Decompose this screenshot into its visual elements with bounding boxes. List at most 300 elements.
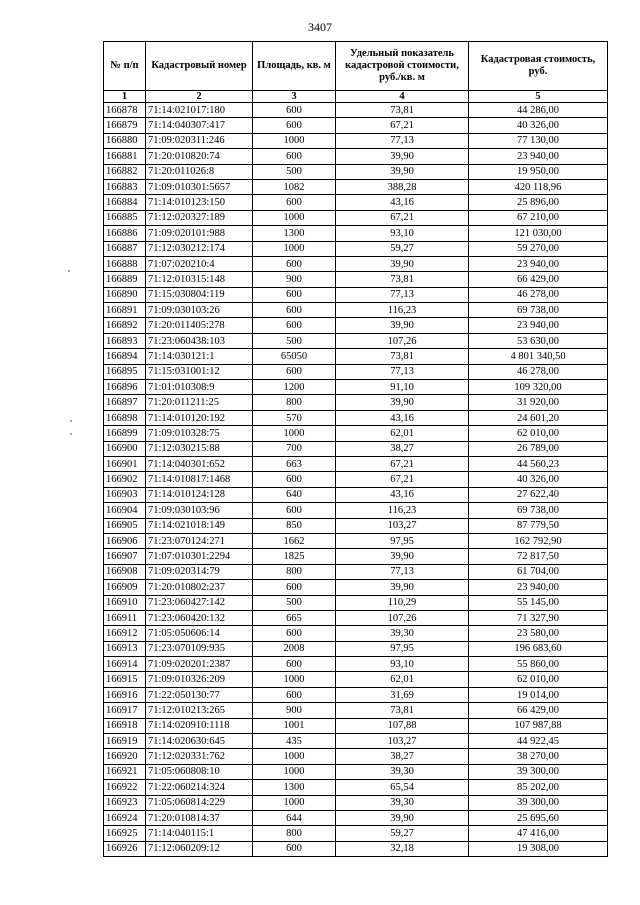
unit-rate-cell: 39,90 [336, 810, 469, 825]
unit-rate-cell: 116,23 [336, 503, 469, 518]
unit-rate-cell: 103,27 [336, 518, 469, 533]
cadastral-number-cell: 71:09:010328:75 [146, 426, 253, 441]
table-row [104, 333, 608, 348]
row-number-cell: 166921 [104, 764, 146, 779]
unit-rate-cell: 73,81 [336, 103, 469, 118]
row-number-cell: 166908 [104, 564, 146, 579]
column-number: 5 [469, 91, 608, 103]
table-row [104, 287, 608, 302]
cadastral-number-cell: 71:20:011026:8 [146, 164, 253, 179]
cadastral-number-cell: 71:20:011405:278 [146, 318, 253, 333]
table-row [104, 826, 608, 841]
area-cell: 800 [253, 564, 336, 579]
table-row [104, 226, 608, 241]
cadastral-value-cell: 38 270,00 [469, 749, 608, 764]
area-cell: 65050 [253, 349, 336, 364]
cadastral-number-cell: 71:14:040115:1 [146, 826, 253, 841]
cadastral-value-cell: 39 300,00 [469, 795, 608, 810]
column-number: 1 [104, 91, 146, 103]
cadastral-value-table [103, 41, 608, 857]
table-row [104, 518, 608, 533]
unit-rate-cell: 43,16 [336, 195, 469, 210]
row-number-cell: 166918 [104, 718, 146, 733]
area-cell: 1082 [253, 179, 336, 194]
cadastral-number-cell: 71:09:030103:26 [146, 303, 253, 318]
row-number-cell: 166887 [104, 241, 146, 256]
unit-rate-cell: 39,90 [336, 149, 469, 164]
cadastral-number-cell: 71:22:060214:324 [146, 780, 253, 795]
unit-rate-cell: 388,28 [336, 179, 469, 194]
area-cell: 1001 [253, 718, 336, 733]
cadastral-value-cell: 23 940,00 [469, 149, 608, 164]
area-cell: 600 [253, 687, 336, 702]
cadastral-number-cell: 71:12:010213:265 [146, 703, 253, 718]
row-number-cell: 166886 [104, 226, 146, 241]
table-row [104, 456, 608, 471]
area-cell: 570 [253, 410, 336, 425]
unit-rate-cell: 77,13 [336, 364, 469, 379]
table-row [104, 395, 608, 410]
cadastral-value-cell: 420 118,96 [469, 179, 608, 194]
table-row [104, 472, 608, 487]
table-row [104, 610, 608, 625]
area-cell: 1825 [253, 549, 336, 564]
unit-rate-cell: 39,30 [336, 795, 469, 810]
area-cell: 1000 [253, 426, 336, 441]
table-row [104, 841, 608, 856]
cadastral-value-cell: 109 320,00 [469, 380, 608, 395]
cadastral-number-cell: 71:09:020101:988 [146, 226, 253, 241]
area-cell: 435 [253, 734, 336, 749]
row-number-cell: 166878 [104, 103, 146, 118]
cadastral-value-cell: 66 429,00 [469, 703, 608, 718]
area-cell: 1300 [253, 226, 336, 241]
header-row-number: № п/п [104, 42, 146, 91]
cadastral-value-cell: 69 738,00 [469, 303, 608, 318]
cadastral-number-cell: 71:14:030121:1 [146, 349, 253, 364]
unit-rate-cell: 67,21 [336, 210, 469, 225]
cadastral-value-cell: 40 326,00 [469, 118, 608, 133]
table-row [104, 410, 608, 425]
cadastral-number-cell: 71:23:060420:132 [146, 610, 253, 625]
row-number-cell: 166920 [104, 749, 146, 764]
table-row [104, 795, 608, 810]
cadastral-value-cell: 62 010,00 [469, 672, 608, 687]
table-row [104, 256, 608, 271]
column-number: 2 [146, 91, 253, 103]
cadastral-number-cell: 71:20:010814:37 [146, 810, 253, 825]
cadastral-number-cell: 71:22:050130:77 [146, 687, 253, 702]
area-cell: 1000 [253, 795, 336, 810]
cadastral-value-cell: 24 601,20 [469, 410, 608, 425]
unit-rate-cell: 107,88 [336, 718, 469, 733]
cadastral-number-cell: 71:14:040307:417 [146, 118, 253, 133]
area-cell: 600 [253, 580, 336, 595]
table-row [104, 564, 608, 579]
table-row [104, 441, 608, 456]
unit-rate-cell: 73,81 [336, 703, 469, 718]
unit-rate-cell: 110,29 [336, 595, 469, 610]
unit-rate-cell: 93,10 [336, 657, 469, 672]
unit-rate-cell: 38,27 [336, 749, 469, 764]
unit-rate-cell: 59,27 [336, 826, 469, 841]
table-row [104, 749, 608, 764]
row-number-cell: 166913 [104, 641, 146, 656]
area-cell: 600 [253, 195, 336, 210]
area-cell: 663 [253, 456, 336, 471]
area-cell: 600 [253, 118, 336, 133]
area-cell: 800 [253, 826, 336, 841]
table-row [104, 487, 608, 502]
area-cell: 700 [253, 441, 336, 456]
cadastral-number-cell: 71:14:010120:192 [146, 410, 253, 425]
area-cell: 1000 [253, 672, 336, 687]
row-number-cell: 166905 [104, 518, 146, 533]
area-cell: 1200 [253, 380, 336, 395]
area-cell: 600 [253, 149, 336, 164]
row-number-cell: 166890 [104, 287, 146, 302]
row-number-cell: 166903 [104, 487, 146, 502]
row-number-cell: 166888 [104, 256, 146, 271]
cadastral-value-cell: 23 940,00 [469, 318, 608, 333]
row-number-cell: 166881 [104, 149, 146, 164]
table-row [104, 503, 608, 518]
cadastral-value-cell: 62 010,00 [469, 426, 608, 441]
row-number-cell: 166893 [104, 333, 146, 348]
unit-rate-cell: 39,90 [336, 580, 469, 595]
unit-rate-cell: 77,13 [336, 133, 469, 148]
cadastral-value-cell: 66 429,00 [469, 272, 608, 287]
row-number-cell: 166897 [104, 395, 146, 410]
row-number-cell: 166879 [104, 118, 146, 133]
table-row [104, 380, 608, 395]
row-number-cell: 166898 [104, 410, 146, 425]
unit-rate-cell: 103,27 [336, 734, 469, 749]
header-cadastral-number: Кадастровый номер [146, 42, 253, 91]
scan-speck [68, 270, 70, 272]
column-number: 4 [336, 91, 469, 103]
unit-rate-cell: 59,27 [336, 241, 469, 256]
unit-rate-cell: 116,23 [336, 303, 469, 318]
row-number-cell: 166909 [104, 580, 146, 595]
cadastral-number-cell: 71:14:021018:149 [146, 518, 253, 533]
cadastral-value-cell: 55 860,00 [469, 657, 608, 672]
header-cadastral-value: Кадастровая стоимость, руб. [469, 42, 608, 91]
area-cell: 600 [253, 841, 336, 856]
scan-speck [70, 433, 72, 435]
cadastral-number-cell: 71:12:060209:12 [146, 841, 253, 856]
cadastral-number-cell: 71:14:020910:1118 [146, 718, 253, 733]
row-number-cell: 166914 [104, 657, 146, 672]
area-cell: 600 [253, 103, 336, 118]
unit-rate-cell: 65,54 [336, 780, 469, 795]
cadastral-value-cell: 25 695,60 [469, 810, 608, 825]
row-number-cell: 166882 [104, 164, 146, 179]
cadastral-number-cell: 71:14:021017:180 [146, 103, 253, 118]
cadastral-number-cell: 71:05:050606:14 [146, 626, 253, 641]
cadastral-value-cell: 55 145,00 [469, 595, 608, 610]
cadastral-value-cell: 85 202,00 [469, 780, 608, 795]
table-row [104, 672, 608, 687]
area-cell: 600 [253, 503, 336, 518]
unit-rate-cell: 62,01 [336, 426, 469, 441]
cadastral-value-cell: 40 326,00 [469, 472, 608, 487]
unit-rate-cell: 39,30 [336, 626, 469, 641]
table-row [104, 595, 608, 610]
table-row [104, 349, 608, 364]
unit-rate-cell: 67,21 [336, 118, 469, 133]
scan-speck [70, 420, 72, 422]
unit-rate-cell: 39,90 [336, 549, 469, 564]
cadastral-value-cell: 39 300,00 [469, 764, 608, 779]
area-cell: 500 [253, 595, 336, 610]
table-row [104, 118, 608, 133]
area-cell: 640 [253, 487, 336, 502]
table-row [104, 303, 608, 318]
area-cell: 900 [253, 272, 336, 287]
cadastral-value-cell: 46 278,00 [469, 287, 608, 302]
cadastral-number-cell: 71:23:070124:271 [146, 533, 253, 548]
cadastral-value-cell: 72 817,50 [469, 549, 608, 564]
row-number-cell: 166885 [104, 210, 146, 225]
cadastral-number-cell: 71:05:060808:10 [146, 764, 253, 779]
row-number-cell: 166922 [104, 780, 146, 795]
area-cell: 600 [253, 657, 336, 672]
cadastral-number-cell: 71:23:070109:935 [146, 641, 253, 656]
cadastral-number-cell: 71:12:010315:148 [146, 272, 253, 287]
cadastral-value-cell: 107 987,88 [469, 718, 608, 733]
cadastral-value-cell: 121 030,00 [469, 226, 608, 241]
unit-rate-cell: 39,30 [336, 764, 469, 779]
table-row [104, 179, 608, 194]
area-cell: 600 [253, 318, 336, 333]
table-row [104, 703, 608, 718]
table-row [104, 687, 608, 702]
cadastral-number-cell: 71:20:011211:25 [146, 395, 253, 410]
unit-rate-cell: 32,18 [336, 841, 469, 856]
column-number-row [104, 91, 608, 103]
cadastral-value-cell: 59 270,00 [469, 241, 608, 256]
table-row [104, 580, 608, 595]
cadastral-number-cell: 71:20:010802:237 [146, 580, 253, 595]
cadastral-value-cell: 87 779,50 [469, 518, 608, 533]
unit-rate-cell: 73,81 [336, 272, 469, 287]
unit-rate-cell: 107,26 [336, 333, 469, 348]
cadastral-number-cell: 71:09:010326:209 [146, 672, 253, 687]
cadastral-value-cell: 44 560,23 [469, 456, 608, 471]
area-cell: 500 [253, 164, 336, 179]
cadastral-number-cell: 71:23:060438:103 [146, 333, 253, 348]
table-row [104, 641, 608, 656]
cadastral-value-cell: 26 789,00 [469, 441, 608, 456]
cadastral-value-cell: 44 922,45 [469, 734, 608, 749]
cadastral-value-cell: 162 792,90 [469, 533, 608, 548]
cadastral-value-cell: 44 286,00 [469, 103, 608, 118]
cadastral-value-cell: 4 801 340,50 [469, 349, 608, 364]
table-row [104, 764, 608, 779]
row-number-cell: 166902 [104, 472, 146, 487]
column-number: 3 [253, 91, 336, 103]
cadastral-number-cell: 71:14:020630:645 [146, 734, 253, 749]
row-number-cell: 166896 [104, 380, 146, 395]
cadastral-number-cell: 71:09:030103:96 [146, 503, 253, 518]
area-cell: 1000 [253, 749, 336, 764]
row-number-cell: 166904 [104, 503, 146, 518]
cadastral-number-cell: 71:15:030804:119 [146, 287, 253, 302]
area-cell: 1000 [253, 133, 336, 148]
cadastral-number-cell: 71:07:010301:2294 [146, 549, 253, 564]
cadastral-number-cell: 71:14:010123:150 [146, 195, 253, 210]
cadastral-value-cell: 47 416,00 [469, 826, 608, 841]
area-cell: 1000 [253, 241, 336, 256]
area-cell: 600 [253, 287, 336, 302]
header-area: Площадь, кв. м [253, 42, 336, 91]
row-number-cell: 166910 [104, 595, 146, 610]
area-cell: 665 [253, 610, 336, 625]
area-cell: 644 [253, 810, 336, 825]
area-cell: 600 [253, 256, 336, 271]
cadastral-number-cell: 71:01:010308:9 [146, 380, 253, 395]
table-row [104, 318, 608, 333]
cadastral-number-cell: 71:09:020314:79 [146, 564, 253, 579]
table-row [104, 718, 608, 733]
table-row [104, 103, 608, 118]
row-number-cell: 166892 [104, 318, 146, 333]
row-number-cell: 166880 [104, 133, 146, 148]
header-unit-rate: Удельный показатель кадастровой стоимости, руб./кв. м [336, 42, 469, 91]
cadastral-number-cell: 71:23:060427:142 [146, 595, 253, 610]
area-cell: 1000 [253, 210, 336, 225]
cadastral-value-cell: 25 896,00 [469, 195, 608, 210]
area-cell: 600 [253, 472, 336, 487]
cadastral-number-cell: 71:14:040301:652 [146, 456, 253, 471]
cadastral-number-cell: 71:12:020327:189 [146, 210, 253, 225]
row-number-cell: 166894 [104, 349, 146, 364]
cadastral-value-cell: 23 940,00 [469, 256, 608, 271]
unit-rate-cell: 43,16 [336, 410, 469, 425]
table-row [104, 272, 608, 287]
unit-rate-cell: 31,69 [336, 687, 469, 702]
row-number-cell: 166911 [104, 610, 146, 625]
row-number-cell: 166915 [104, 672, 146, 687]
table-row [104, 364, 608, 379]
row-number-cell: 166899 [104, 426, 146, 441]
cadastral-number-cell: 71:15:031001:12 [146, 364, 253, 379]
cadastral-number-cell: 71:07:020210:4 [146, 256, 253, 271]
row-number-cell: 166917 [104, 703, 146, 718]
unit-rate-cell: 43,16 [336, 487, 469, 502]
row-number-cell: 166906 [104, 533, 146, 548]
table-row [104, 241, 608, 256]
table-row [104, 657, 608, 672]
area-cell: 500 [253, 333, 336, 348]
row-number-cell: 166912 [104, 626, 146, 641]
table-row [104, 734, 608, 749]
row-number-cell: 166900 [104, 441, 146, 456]
page-number: 3407 [308, 20, 332, 34]
table-row [104, 195, 608, 210]
cadastral-value-cell: 196 683,60 [469, 641, 608, 656]
cadastral-value-cell: 53 630,00 [469, 333, 608, 348]
area-cell: 1662 [253, 533, 336, 548]
unit-rate-cell: 39,90 [336, 164, 469, 179]
row-number-cell: 166923 [104, 795, 146, 810]
table-header-row [104, 42, 608, 91]
cadastral-value-cell: 31 920,00 [469, 395, 608, 410]
area-cell: 600 [253, 303, 336, 318]
area-cell: 850 [253, 518, 336, 533]
unit-rate-cell: 62,01 [336, 672, 469, 687]
unit-rate-cell: 97,95 [336, 533, 469, 548]
cadastral-value-cell: 61 704,00 [469, 564, 608, 579]
unit-rate-cell: 39,90 [336, 395, 469, 410]
table-row [104, 164, 608, 179]
unit-rate-cell: 67,21 [336, 456, 469, 471]
row-number-cell: 166924 [104, 810, 146, 825]
cadastral-number-cell: 71:09:010301:5657 [146, 179, 253, 194]
unit-rate-cell: 93,10 [336, 226, 469, 241]
cadastral-value-cell: 23 580,00 [469, 626, 608, 641]
unit-rate-cell: 73,81 [336, 349, 469, 364]
cadastral-number-cell: 71:12:020331:762 [146, 749, 253, 764]
cadastral-number-cell: 71:09:020201:2387 [146, 657, 253, 672]
area-cell: 600 [253, 626, 336, 641]
cadastral-value-cell: 19 308,00 [469, 841, 608, 856]
table-row [104, 780, 608, 795]
unit-rate-cell: 97,95 [336, 641, 469, 656]
row-number-cell: 166901 [104, 456, 146, 471]
cadastral-number-cell: 71:14:010124:128 [146, 487, 253, 502]
area-cell: 1300 [253, 780, 336, 795]
table-row [104, 810, 608, 825]
cadastral-number-cell: 71:09:020311:246 [146, 133, 253, 148]
cadastral-value-cell: 19 014,00 [469, 687, 608, 702]
unit-rate-cell: 77,13 [336, 287, 469, 302]
row-number-cell: 166907 [104, 549, 146, 564]
row-number-cell: 166919 [104, 734, 146, 749]
unit-rate-cell: 67,21 [336, 472, 469, 487]
cadastral-number-cell: 71:12:030212:174 [146, 241, 253, 256]
area-cell: 900 [253, 703, 336, 718]
row-number-cell: 166889 [104, 272, 146, 287]
cadastral-number-cell: 71:12:030215:88 [146, 441, 253, 456]
cadastral-value-cell: 19 950,00 [469, 164, 608, 179]
table-row [104, 549, 608, 564]
row-number-cell: 166895 [104, 364, 146, 379]
area-cell: 2008 [253, 641, 336, 656]
unit-rate-cell: 107,26 [336, 610, 469, 625]
row-number-cell: 166891 [104, 303, 146, 318]
cadastral-value-cell: 77 130,00 [469, 133, 608, 148]
cadastral-value-cell: 23 940,00 [469, 580, 608, 595]
area-cell: 1000 [253, 764, 336, 779]
row-number-cell: 166883 [104, 179, 146, 194]
cadastral-number-cell: 71:20:010820:74 [146, 149, 253, 164]
row-number-cell: 166916 [104, 687, 146, 702]
table-row [104, 626, 608, 641]
table-row [104, 426, 608, 441]
row-number-cell: 166884 [104, 195, 146, 210]
area-cell: 600 [253, 364, 336, 379]
cadastral-value-cell: 69 738,00 [469, 503, 608, 518]
area-cell: 800 [253, 395, 336, 410]
unit-rate-cell: 77,13 [336, 564, 469, 579]
unit-rate-cell: 91,10 [336, 380, 469, 395]
table-row [104, 210, 608, 225]
unit-rate-cell: 39,90 [336, 318, 469, 333]
table-row [104, 533, 608, 548]
table-row [104, 133, 608, 148]
